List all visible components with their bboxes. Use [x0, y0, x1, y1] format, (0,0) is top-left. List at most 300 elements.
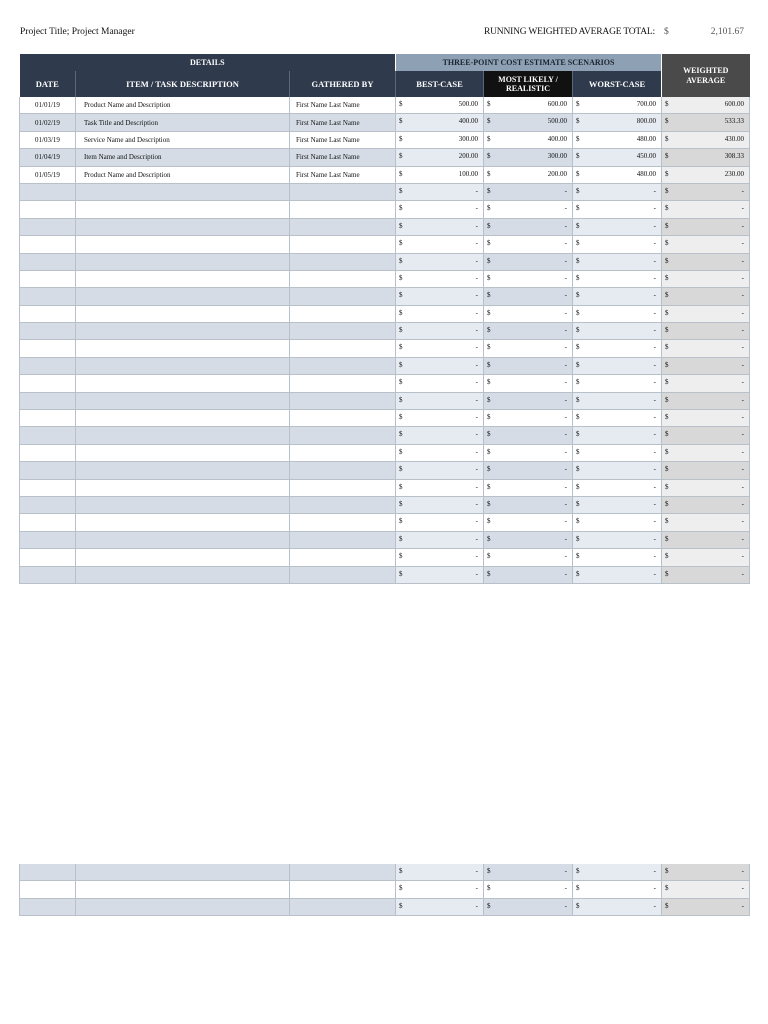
amount-value: - — [564, 413, 568, 422]
amount-cell[interactable] — [662, 427, 750, 444]
currency-symbol: $ — [487, 221, 491, 230]
gathered-by-cell[interactable] — [290, 305, 396, 322]
item-cell[interactable] — [76, 270, 290, 287]
amount-cell[interactable] — [573, 201, 662, 218]
gathered-by-cell[interactable] — [290, 201, 396, 218]
currency-symbol: $ — [399, 134, 403, 143]
amount-value: - — [475, 552, 479, 561]
amount-cell[interactable] — [573, 270, 662, 287]
amount-value: - — [741, 499, 745, 508]
date-cell[interactable] — [20, 496, 76, 513]
amount-cell[interactable] — [573, 410, 662, 427]
amount-value: - — [475, 499, 479, 508]
amount-value: - — [741, 517, 745, 526]
amount-value: - — [741, 204, 745, 213]
amount-cell[interactable] — [484, 218, 573, 235]
currency-symbol: $ — [576, 256, 580, 265]
amount-cell[interactable] — [396, 898, 484, 915]
currency-symbol: $ — [487, 186, 491, 195]
amount-cell[interactable] — [484, 288, 573, 305]
amount-cell[interactable] — [662, 462, 750, 479]
amount-cell[interactable] — [573, 427, 662, 444]
amount-cell[interactable] — [484, 375, 573, 392]
item-cell[interactable] — [76, 531, 290, 548]
amount-cell[interactable] — [662, 549, 750, 566]
date-cell[interactable]: 01/03/19 — [20, 131, 76, 148]
currency-symbol: $ — [399, 221, 403, 230]
cost-estimate-table-continued — [19, 864, 750, 916]
amount-cell[interactable] — [484, 270, 573, 287]
amount-cell[interactable] — [484, 131, 573, 148]
currency-symbol: $ — [665, 534, 669, 543]
amount-cell[interactable] — [662, 253, 750, 270]
currency-symbol: $ — [665, 117, 669, 126]
item-cell[interactable] — [76, 864, 290, 881]
amount-cell[interactable] — [662, 357, 750, 374]
currency-symbol: $ — [576, 378, 580, 387]
amount-cell[interactable] — [484, 410, 573, 427]
item-cell[interactable] — [76, 323, 290, 340]
gathered-by-cell[interactable] — [290, 479, 396, 496]
amount-cell[interactable] — [484, 201, 573, 218]
date-cell[interactable]: 01/04/19 — [20, 149, 76, 166]
amount-value: - — [741, 239, 745, 248]
item-cell[interactable]: Service Name and Description — [76, 131, 290, 148]
item-cell[interactable] — [76, 427, 290, 444]
amount-cell[interactable] — [396, 357, 484, 374]
date-cell[interactable] — [20, 357, 76, 374]
amount-cell[interactable] — [396, 288, 484, 305]
amount-cell[interactable] — [573, 236, 662, 253]
currency-symbol: $ — [665, 465, 669, 474]
gathered-by-cell[interactable] — [290, 427, 396, 444]
amount-value: - — [564, 517, 568, 526]
amount-cell[interactable] — [662, 201, 750, 218]
gathered-by-cell[interactable] — [290, 566, 396, 583]
amount-value: - — [653, 378, 657, 387]
item-cell[interactable] — [76, 392, 290, 409]
amount-cell[interactable] — [573, 566, 662, 583]
amount-value: - — [475, 239, 479, 248]
currency-symbol: $ — [399, 308, 403, 317]
amount-cell[interactable] — [484, 392, 573, 409]
amount-cell[interactable] — [396, 375, 484, 392]
amount-cell[interactable] — [573, 305, 662, 322]
amount-cell[interactable] — [662, 864, 750, 881]
currency-symbol: $ — [487, 204, 491, 213]
currency-symbol: $ — [665, 430, 669, 439]
item-cell[interactable]: Task Title and Description — [76, 114, 290, 131]
amount-cell[interactable] — [662, 898, 750, 915]
amount-cell[interactable] — [573, 166, 662, 183]
amount-cell[interactable] — [573, 357, 662, 374]
amount-cell[interactable] — [396, 427, 484, 444]
amount-value: - — [475, 867, 478, 875]
amount-cell[interactable] — [396, 392, 484, 409]
amount-cell[interactable] — [396, 131, 484, 148]
amount-cell[interactable] — [662, 531, 750, 548]
currency-symbol: $ — [576, 100, 580, 108]
amount-value: - — [741, 360, 745, 369]
currency-symbol: $ — [487, 378, 491, 387]
amount-cell[interactable] — [396, 166, 484, 183]
amount-cell[interactable] — [484, 898, 573, 915]
date-cell[interactable] — [20, 183, 76, 200]
amount-cell[interactable] — [573, 462, 662, 479]
date-cell[interactable] — [20, 864, 76, 881]
item-cell[interactable] — [76, 288, 290, 305]
date-cell[interactable] — [20, 305, 76, 322]
date-cell[interactable] — [20, 218, 76, 235]
amount-cell[interactable] — [396, 531, 484, 548]
gathered-by-cell[interactable] — [290, 549, 396, 566]
currency-symbol: $ — [665, 100, 669, 108]
date-cell[interactable] — [20, 566, 76, 583]
currency-symbol: $ — [399, 117, 403, 126]
amount-cell[interactable] — [573, 114, 662, 131]
amount-cell[interactable] — [573, 183, 662, 200]
item-cell[interactable] — [76, 881, 290, 898]
gathered-by-cell[interactable] — [290, 183, 396, 200]
amount-cell[interactable] — [573, 531, 662, 548]
amount-cell[interactable] — [662, 183, 750, 200]
amount-cell[interactable] — [396, 149, 484, 166]
amount-cell[interactable] — [573, 131, 662, 148]
gathered-by-cell[interactable]: First Name Last Name — [290, 166, 396, 183]
date-cell[interactable] — [20, 392, 76, 409]
gathered-by-cell[interactable] — [290, 531, 396, 548]
amount-cell[interactable] — [573, 496, 662, 513]
date-cell[interactable] — [20, 898, 76, 915]
item-cell[interactable] — [76, 898, 290, 915]
item-cell[interactable] — [76, 183, 290, 200]
item-cell[interactable] — [76, 305, 290, 322]
item-cell[interactable] — [76, 340, 290, 357]
currency-symbol: $ — [399, 273, 403, 282]
amount-cell[interactable] — [573, 549, 662, 566]
amount-cell[interactable] — [484, 531, 573, 548]
amount-cell[interactable] — [484, 166, 573, 183]
amount-cell[interactable] — [662, 97, 750, 114]
group-header-scenarios: THREE-POINT COST ESTIMATE SCENARIOS — [396, 54, 662, 71]
gathered-by-cell[interactable] — [290, 444, 396, 461]
amount-cell[interactable] — [662, 288, 750, 305]
gathered-by-cell[interactable] — [290, 392, 396, 409]
amount-cell[interactable] — [662, 323, 750, 340]
amount-cell[interactable] — [662, 340, 750, 357]
amount-cell[interactable] — [573, 288, 662, 305]
date-cell[interactable] — [20, 881, 76, 898]
item-cell[interactable] — [76, 218, 290, 235]
amount-cell[interactable] — [396, 114, 484, 131]
gathered-by-cell[interactable] — [290, 253, 396, 270]
amount-cell[interactable] — [396, 305, 484, 322]
currency-symbol: $ — [665, 517, 669, 526]
date-cell[interactable] — [20, 201, 76, 218]
gathered-by-cell[interactable] — [290, 357, 396, 374]
currency-symbol: $ — [399, 100, 403, 108]
amount-cell[interactable] — [484, 183, 573, 200]
amount-cell[interactable] — [484, 236, 573, 253]
date-cell[interactable] — [20, 236, 76, 253]
amount-cell[interactable] — [484, 253, 573, 270]
item-cell[interactable] — [76, 566, 290, 583]
amount-cell[interactable] — [396, 444, 484, 461]
amount-cell[interactable] — [573, 375, 662, 392]
gathered-by-cell[interactable] — [290, 236, 396, 253]
amount-cell[interactable] — [573, 392, 662, 409]
currency-symbol: $ — [487, 360, 491, 369]
amount-cell[interactable] — [484, 514, 573, 531]
currency-symbol: $ — [399, 152, 403, 161]
amount-cell[interactable] — [662, 444, 750, 461]
currency-symbol: $ — [399, 360, 403, 369]
running-total-label: RUNNING WEIGHTED AVERAGE TOTAL: — [484, 27, 655, 37]
amount-cell[interactable] — [396, 514, 484, 531]
date-cell[interactable] — [20, 531, 76, 548]
gathered-by-cell[interactable] — [290, 340, 396, 357]
amount-cell[interactable] — [484, 462, 573, 479]
amount-cell[interactable] — [484, 357, 573, 374]
currency-symbol: $ — [399, 256, 403, 265]
amount-value: - — [475, 378, 479, 387]
amount-value: 500.00 — [547, 117, 568, 126]
gathered-by-cell[interactable]: First Name Last Name — [290, 149, 396, 166]
amount-cell[interactable] — [484, 549, 573, 566]
gathered-by-cell[interactable] — [290, 864, 396, 881]
date-cell[interactable] — [20, 323, 76, 340]
amount-cell[interactable] — [573, 340, 662, 357]
amount-value: 450.00 — [636, 152, 657, 161]
amount-cell[interactable] — [573, 253, 662, 270]
amount-cell[interactable] — [484, 149, 573, 166]
amount-cell[interactable] — [484, 97, 573, 114]
date-cell[interactable] — [20, 444, 76, 461]
amount-value: - — [475, 360, 479, 369]
amount-value: - — [564, 552, 568, 561]
date-cell[interactable]: 01/02/19 — [20, 114, 76, 131]
amount-cell[interactable] — [662, 305, 750, 322]
header-weighted-average — [662, 54, 750, 97]
gathered-by-cell[interactable] — [290, 270, 396, 287]
table-row — [20, 462, 750, 479]
amount-cell[interactable] — [484, 305, 573, 322]
date-cell[interactable] — [20, 253, 76, 270]
amount-value: - — [741, 273, 745, 282]
amount-cell[interactable] — [484, 566, 573, 583]
amount-cell[interactable] — [573, 514, 662, 531]
currency-symbol: $ — [576, 221, 580, 230]
amount-cell[interactable] — [662, 392, 750, 409]
table-row — [20, 479, 750, 496]
amount-value: - — [741, 326, 745, 335]
date-cell[interactable] — [20, 479, 76, 496]
amount-cell[interactable] — [662, 566, 750, 583]
amount-cell[interactable] — [396, 462, 484, 479]
item-cell[interactable] — [76, 462, 290, 479]
table-row — [20, 549, 750, 566]
amount-cell[interactable] — [662, 514, 750, 531]
amount-cell[interactable] — [662, 114, 750, 131]
amount-value: - — [653, 534, 657, 543]
gathered-by-cell[interactable]: First Name Last Name — [290, 97, 396, 114]
item-cell[interactable] — [76, 357, 290, 374]
amount-cell[interactable] — [396, 566, 484, 583]
amount-cell[interactable] — [484, 479, 573, 496]
date-cell[interactable] — [20, 340, 76, 357]
amount-cell[interactable] — [396, 183, 484, 200]
amount-cell[interactable] — [662, 479, 750, 496]
amount-cell[interactable] — [573, 149, 662, 166]
amount-cell[interactable] — [396, 549, 484, 566]
amount-cell[interactable] — [573, 444, 662, 461]
amount-cell[interactable] — [396, 97, 484, 114]
amount-value: 300.00 — [547, 152, 568, 161]
amount-cell[interactable] — [662, 218, 750, 235]
date-cell[interactable] — [20, 410, 76, 427]
amount-cell[interactable] — [662, 881, 750, 898]
amount-cell[interactable] — [573, 864, 662, 881]
amount-cell[interactable] — [484, 427, 573, 444]
amount-value: - — [653, 430, 657, 439]
item-cell[interactable]: Product Name and Description — [76, 166, 290, 183]
amount-value: - — [564, 447, 568, 456]
title-bar — [20, 27, 748, 41]
amount-value: - — [653, 413, 657, 422]
amount-value: - — [741, 378, 745, 387]
gathered-by-cell[interactable]: First Name Last Name — [290, 131, 396, 148]
amount-cell[interactable] — [662, 149, 750, 166]
currency-symbol: $ — [576, 534, 580, 543]
item-cell[interactable] — [76, 410, 290, 427]
gathered-by-cell[interactable] — [290, 288, 396, 305]
currency-symbol: $ — [487, 273, 491, 282]
gathered-by-cell[interactable] — [290, 514, 396, 531]
amount-cell[interactable] — [573, 898, 662, 915]
amount-cell[interactable] — [396, 410, 484, 427]
amount-cell[interactable] — [573, 479, 662, 496]
amount-cell[interactable] — [396, 479, 484, 496]
header-most-likely — [484, 71, 573, 97]
amount-cell[interactable] — [396, 218, 484, 235]
gathered-by-cell[interactable] — [290, 462, 396, 479]
table-row — [20, 898, 750, 915]
currency-symbol: $ — [487, 499, 491, 508]
currency-symbol: $ — [576, 117, 580, 126]
currency-symbol: $ — [576, 395, 580, 404]
amount-cell[interactable] — [396, 864, 484, 881]
amount-cell[interactable] — [662, 410, 750, 427]
item-cell[interactable] — [76, 253, 290, 270]
gathered-by-cell[interactable] — [290, 323, 396, 340]
amount-cell[interactable] — [484, 496, 573, 513]
table-row — [20, 236, 750, 253]
item-cell[interactable] — [76, 514, 290, 531]
amount-cell[interactable] — [662, 131, 750, 148]
date-cell[interactable] — [20, 427, 76, 444]
item-cell[interactable] — [76, 479, 290, 496]
amount-cell[interactable] — [484, 444, 573, 461]
item-cell[interactable] — [76, 375, 290, 392]
item-cell[interactable] — [76, 549, 290, 566]
date-cell[interactable] — [20, 514, 76, 531]
currency-symbol: $ — [399, 867, 403, 875]
currency-symbol: $ — [487, 430, 491, 439]
amount-cell[interactable] — [573, 323, 662, 340]
gathered-by-cell[interactable] — [290, 496, 396, 513]
currency-symbol: $ — [665, 552, 669, 561]
item-cell[interactable]: Item Name and Description — [76, 149, 290, 166]
date-cell[interactable] — [20, 549, 76, 566]
gathered-by-cell[interactable] — [290, 218, 396, 235]
date-cell[interactable]: 01/01/19 — [20, 97, 76, 114]
item-cell[interactable]: Product Name and Description — [76, 97, 290, 114]
gathered-by-cell[interactable] — [290, 898, 396, 915]
amount-cell[interactable] — [484, 881, 573, 898]
amount-cell[interactable] — [396, 253, 484, 270]
amount-value: - — [564, 221, 568, 230]
table-row — [20, 323, 750, 340]
amount-value: 533.33 — [724, 117, 745, 126]
currency-symbol: $ — [576, 343, 580, 352]
amount-cell[interactable] — [396, 323, 484, 340]
date-cell[interactable] — [20, 288, 76, 305]
item-cell[interactable] — [76, 496, 290, 513]
date-cell[interactable] — [20, 270, 76, 287]
date-cell[interactable] — [20, 375, 76, 392]
amount-cell[interactable] — [662, 270, 750, 287]
gathered-by-cell[interactable]: First Name Last Name — [290, 114, 396, 131]
amount-cell[interactable] — [573, 881, 662, 898]
amount-cell[interactable] — [662, 375, 750, 392]
currency-symbol: $ — [487, 117, 491, 126]
amount-cell[interactable] — [396, 201, 484, 218]
currency-symbol: $ — [399, 482, 403, 491]
amount-value: - — [564, 256, 568, 265]
item-cell[interactable] — [76, 444, 290, 461]
amount-cell[interactable] — [396, 270, 484, 287]
gathered-by-cell[interactable] — [290, 881, 396, 898]
amount-cell[interactable] — [573, 218, 662, 235]
item-cell[interactable] — [76, 201, 290, 218]
amount-value: - — [653, 517, 657, 526]
date-cell[interactable]: 01/05/19 — [20, 166, 76, 183]
amount-value: 600.00 — [547, 100, 568, 108]
amount-cell[interactable] — [573, 97, 662, 114]
currency-symbol: $ — [487, 867, 491, 875]
amount-cell[interactable] — [484, 114, 573, 131]
amount-value: - — [564, 326, 568, 335]
amount-cell[interactable] — [662, 166, 750, 183]
amount-cell[interactable] — [396, 881, 484, 898]
amount-cell[interactable] — [484, 323, 573, 340]
gathered-by-cell[interactable] — [290, 375, 396, 392]
amount-cell[interactable] — [662, 496, 750, 513]
currency-symbol: $ — [665, 169, 669, 178]
amount-cell[interactable] — [484, 340, 573, 357]
amount-cell[interactable] — [396, 340, 484, 357]
table-row — [20, 270, 750, 287]
table-row — [20, 496, 750, 513]
date-cell[interactable] — [20, 462, 76, 479]
item-cell[interactable] — [76, 236, 290, 253]
currency-symbol: $ — [399, 901, 403, 910]
amount-cell[interactable] — [484, 864, 573, 881]
amount-cell[interactable] — [396, 236, 484, 253]
gathered-by-cell[interactable] — [290, 410, 396, 427]
amount-cell[interactable] — [662, 236, 750, 253]
amount-cell[interactable] — [396, 496, 484, 513]
